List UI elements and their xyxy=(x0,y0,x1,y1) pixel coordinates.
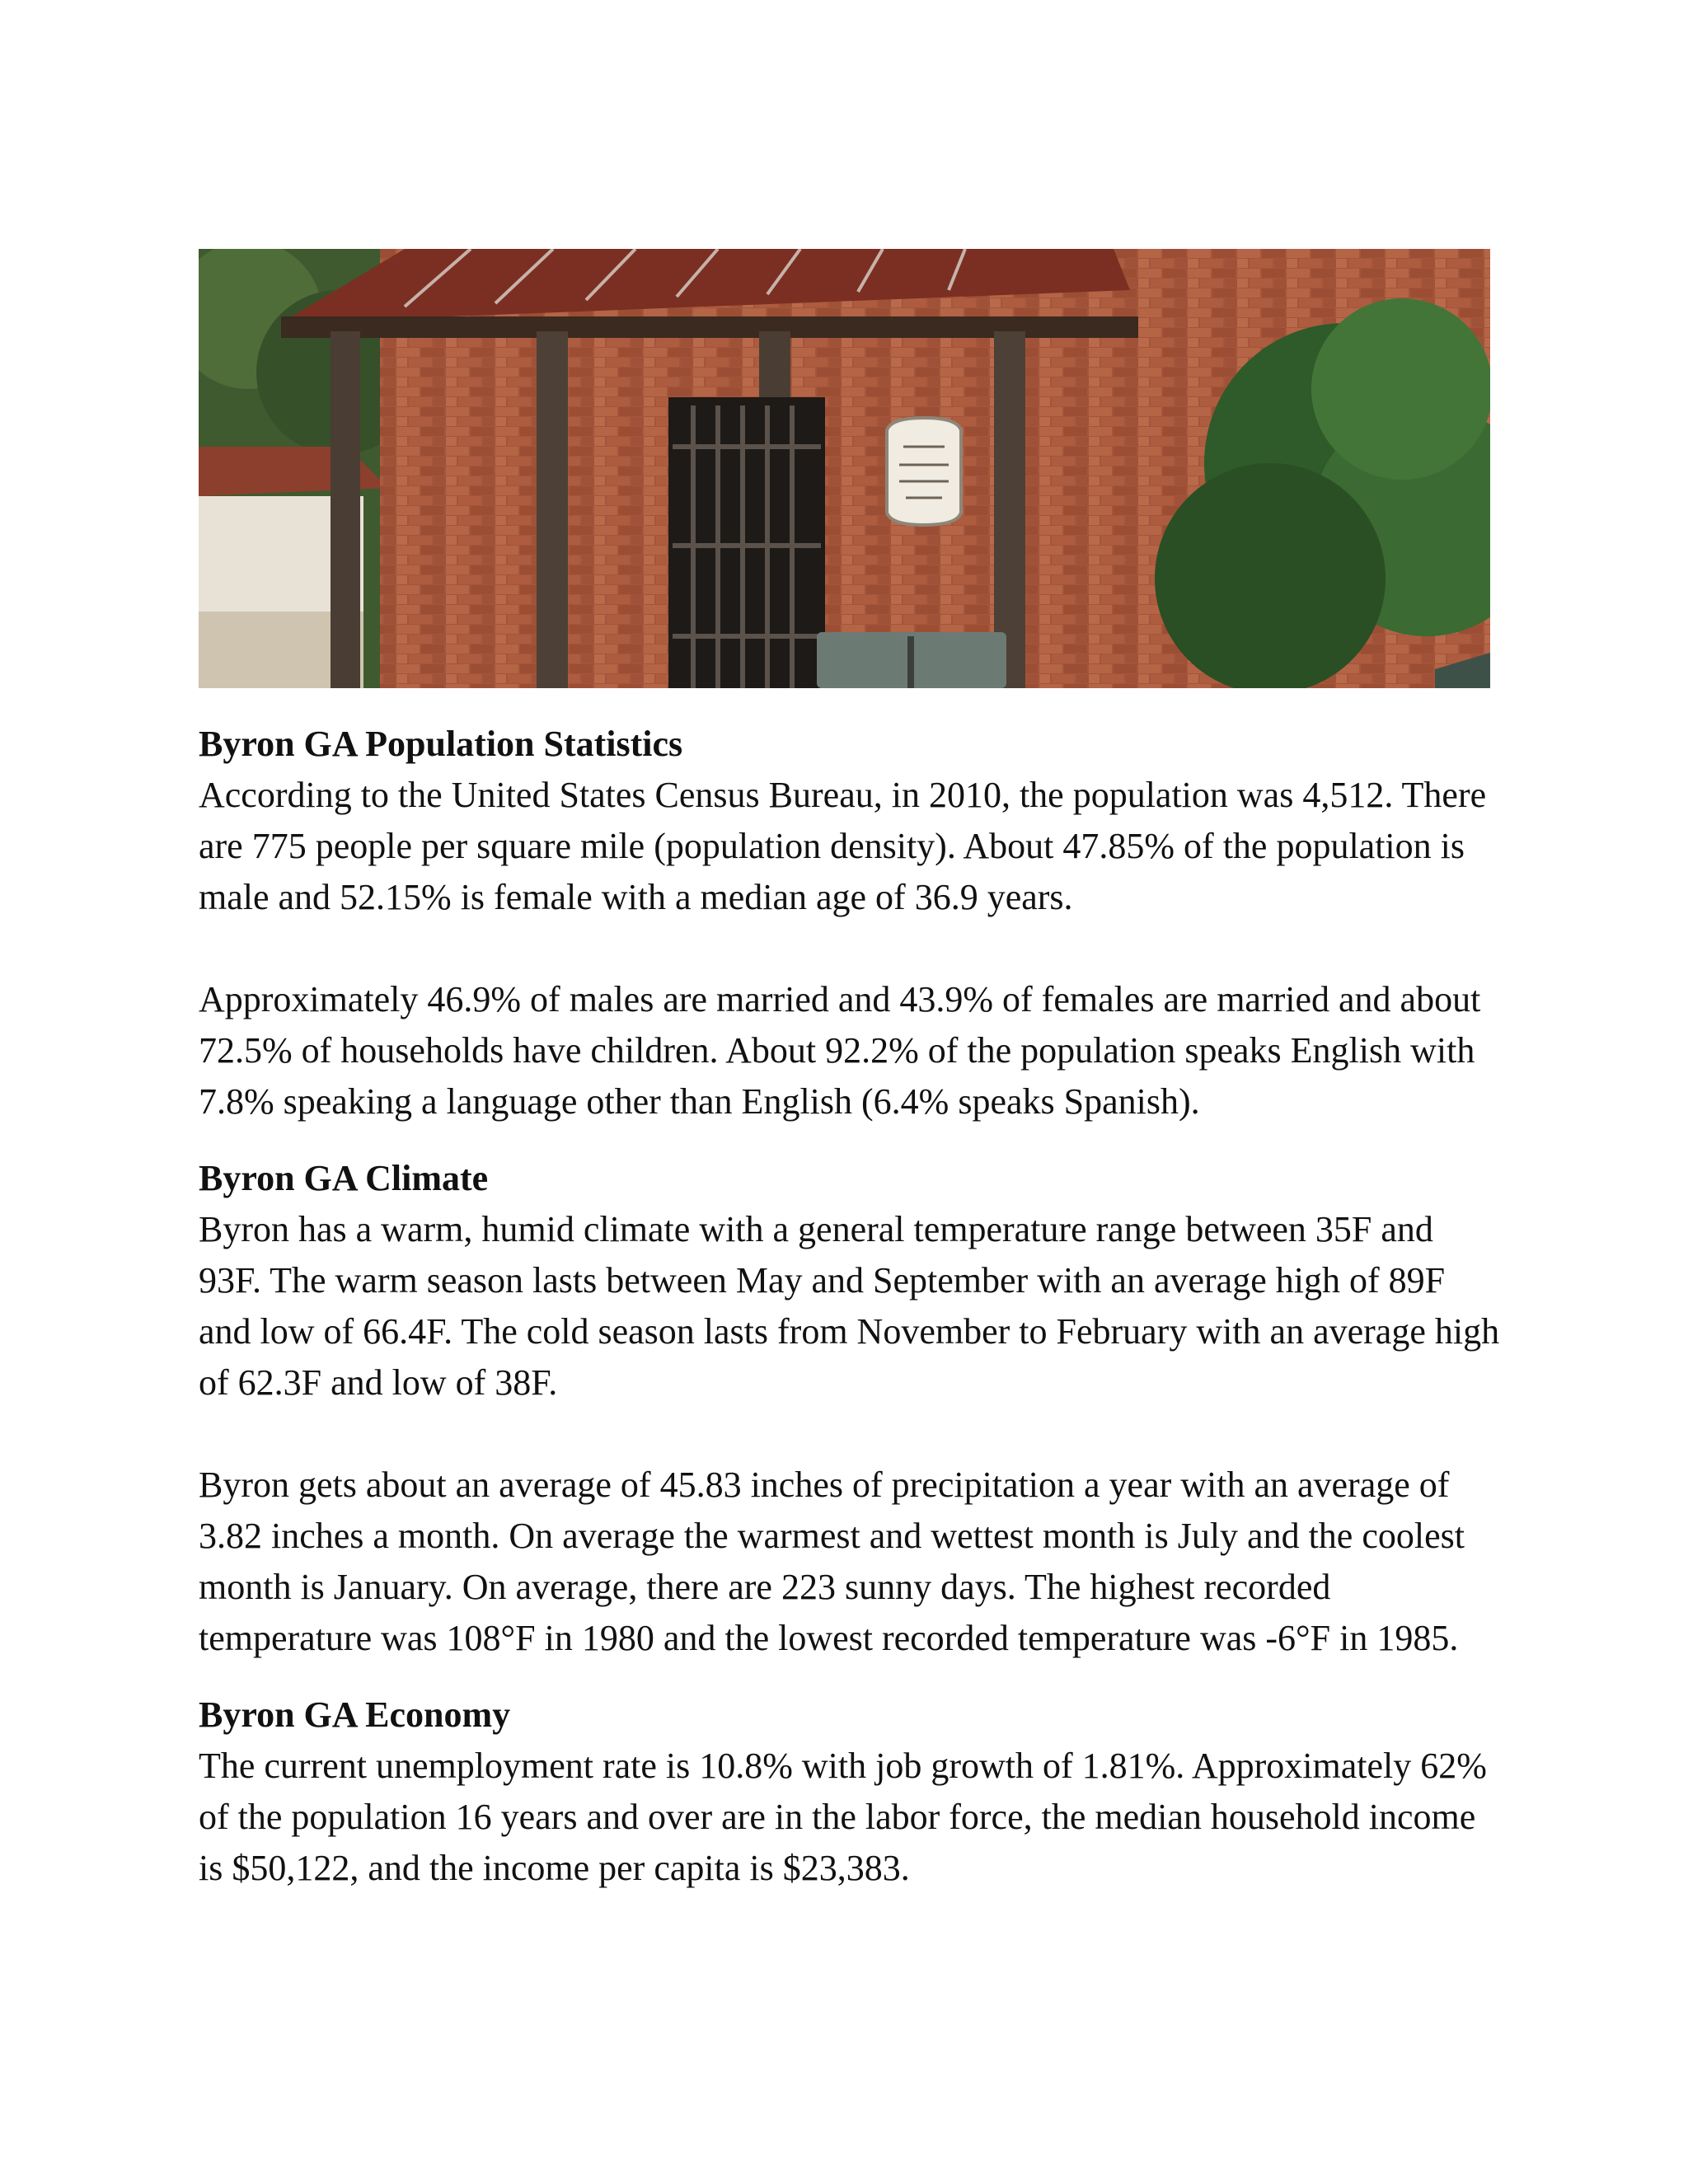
section-population xyxy=(199,719,1501,1127)
paragraph: Byron gets about an average of 45.83 inches of precipitation a year with an average of 3.82 inches a month. On average the warmest and wettest month is July and the coolest month is January. On average, there are 223 sunny days. The highest recorded temperature was 108°F in 1980 and the lowest recorded temperature was -6°F in 1985. xyxy=(199,1465,1465,1658)
section-heading: Byron GA Economy xyxy=(199,1694,511,1735)
paragraph: Byron has a warm, humid climate with a general temperature range between 35F and 93F. The warm season lasts between May and September with an average high of 89F and low of 66.4F. The cold season lasts from November to February with an average high of 62.3F and low of 38F. xyxy=(199,1209,1500,1403)
section-economy xyxy=(199,1690,1501,1894)
paragraph: According to the United States Census Bureau, in 2010, the population was 4,512. There are 775 people per square mile (population density). About 47.85% of the population is male and 52.15% is female with a median age of 36.9 years. xyxy=(199,775,1487,917)
building-photo-illustration xyxy=(199,249,1490,688)
building-photo xyxy=(199,249,1490,688)
article-body xyxy=(199,719,1501,1894)
section-heading: Byron GA Climate xyxy=(199,1158,489,1198)
paragraph: The current unemployment rate is 10.8% with job growth of 1.81%. Approximately 62% of the population 16 years and over are in the labor force, the median household income is $50,122, and the income per capita is $23,383. xyxy=(199,1746,1487,1888)
section-heading: Byron GA Population Statistics xyxy=(199,724,683,764)
section-climate xyxy=(199,1153,1501,1664)
paragraph: Approximately 46.9% of males are married and 43.9% of females are married and about 72.5% of households have children. About 92.2% of the population speaks English with 7.8% speaking a language other than English (6.4% speaks Spanish). xyxy=(199,979,1481,1122)
